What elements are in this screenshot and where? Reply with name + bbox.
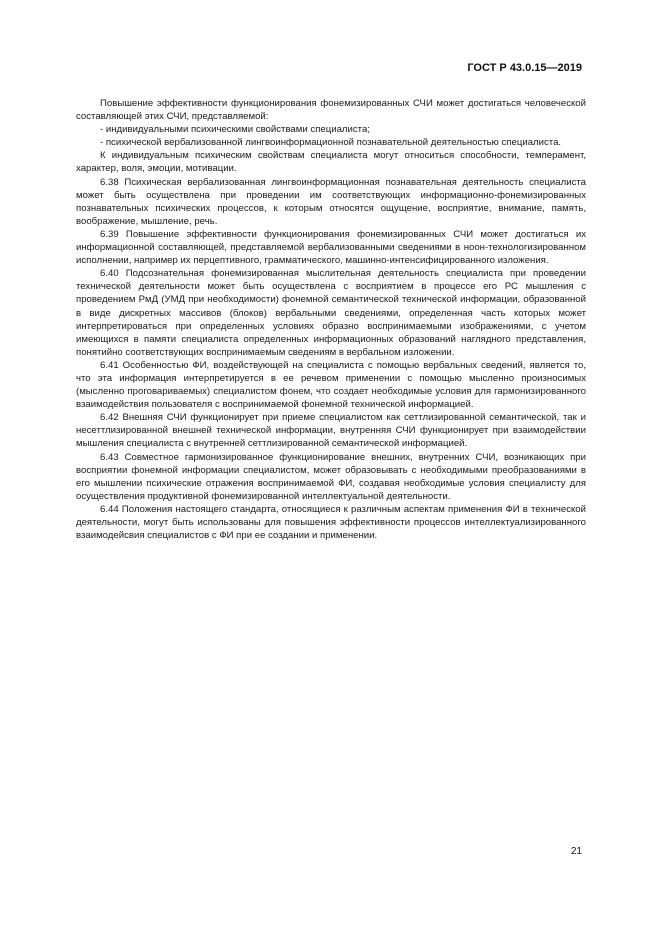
clause-6-40: 6.40 Подсознательная фонемизированная мыслительная деятельность специалиста при проведении технической деятельности может быть осуществлена с восприятием в процессе его РС мышления с проведением РмД (УМД при необходимости) фонемной семантической технической информации, образованной в виде дискретных массивов (блоков) вербальными сведениями, определенная часть которых может интерпретироваться при определенных условиях образно воспринимаемыми изображениями, с учетом имеющихся в памяти специалиста определенных информационных образований наглядного представления, понятийно соответствующих воспринимаемым сведениям в вербальном изложении.	[76, 268, 586, 358]
clause-6-38: 6.38 Психическая вербализованная лингвоинформационная познавательная деятельность специалиста может быть осуществлена при проведении им соответствующих информационно-фонемизированных познавательных психических процессов, к которым относятся ощущение, восприятие, внимание, память, воображение, мышление, речь.	[76, 176, 586, 227]
paragraph: К индивидуальным психическим свойствам специалиста могут относиться способности, темперамент, характер, воля, эмоции, мотивации.	[76, 150, 586, 175]
clause-6-41: 6.41 Особенностью ФИ, воздействующей на специалиста с помощью вербальных сведений, является то, что эта информация интерпретируется в ее речевом применении с помощью мысленно произносимых (мысленно проговариваемых) специалистом фонем, что создает необходимые условия для гармонизированного взаимодействия пользователя с воспринимаемой фонемной технической информацией.	[76, 359, 586, 411]
clause-6-39: 6.39 Повышение эффективности функционирования фонемизированных СЧИ может достигаться их информационной составляющей, представляемой вербализованными сведениями в ноон-технологизированном исполнении, например их перцептивного, грамматического, машинно-интенсифицированного изложения.	[76, 228, 586, 267]
list-item: - индивидуальными психическими свойствами специалиста;	[100, 124, 370, 136]
list-item: - психической вербализованной лингвоинформационной познавательной деятельностью специалиста.	[100, 137, 562, 149]
page-number: 21	[570, 846, 582, 857]
standard-designation: ГОСТ Р 43.0.15—2019	[467, 62, 582, 74]
paragraph: Повышение эффективности функционирования фонемизированных СЧИ может достигаться человеческой составляющей этих СЧИ, представляемой:	[76, 98, 586, 123]
clause-6-44: 6.44 Положения настоящего стандарта, относящиеся к различным аспектам применения ФИ в технической деятельности, могут быть использованы для повышения эффективности процессов интеллектуализированного взаимодейсвия специалистов с ФИ при ее создании и применении.	[76, 503, 586, 542]
clause-6-43: 6.43 Совместное гармонизированное функционирование внешних, внутренних СЧИ, возникающих при восприятии фонемной информации специалистом, может образовывать с необходимыми преобразованиями в его мышлении психические отражения воспринимаемой ФИ, создавая необходимые условия специалисту для осуществления продуктивной фонемизированной интеллектуальной деятельности.	[76, 451, 586, 502]
clause-6-42: 6.42 Внешняя СЧИ функционирует при приеме специалистом как сеттлизированной семантической, так и несеттлизированной внешней технической информации, внутренняя СЧИ функционирует при взаимодействии мышления специалиста с внутренней сеттлизированной семантической информацией.	[76, 412, 586, 450]
body-text	[76, 97, 586, 542]
